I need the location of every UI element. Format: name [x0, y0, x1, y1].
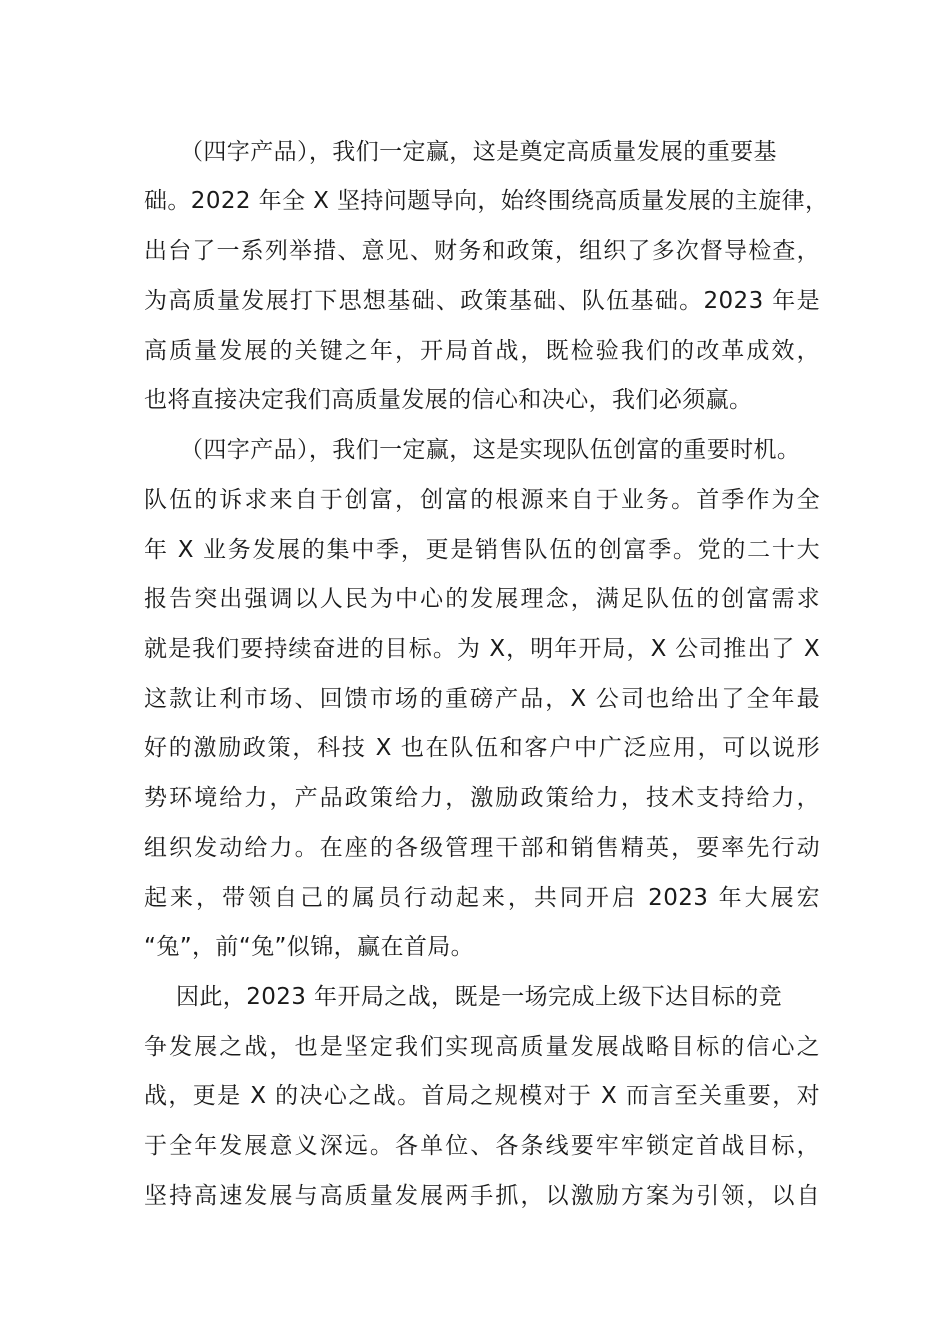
paragraph-3-line-5: 坚持高速发展与高质量发展两手抓，以激励方案为引领，以自 — [144, 1183, 820, 1209]
paragraph-1-line-5: 高质量发展的关键之年，开局首战，既检验我们的改革成效， — [144, 338, 820, 364]
paragraph-2-line-5: 就是我们要持续奋进的目标。为 X，明年开局，X 公司推出了 X — [144, 636, 820, 662]
paragraph-2-line-11: “兔”，前“兔”似锦，赢在首局。 — [144, 934, 475, 960]
paragraph-1-line-1: （四字产品），我们一定赢，这是奠定高质量发展的重要基 — [180, 139, 777, 165]
paragraph-3-line-4: 于全年发展意义深远。各单位、各条线要牢牢锁定首战目标， — [144, 1133, 820, 1159]
paragraph-2-line-7: 好的激励政策，科技 X 也在队伍和客户中广泛应用，可以说形 — [144, 735, 820, 761]
paragraph-2-line-4: 报告突出强调以人民为中心的发展理念，满足队伍的创富需求 — [144, 586, 820, 612]
paragraph-1-line-3: 出台了一系列举措、意见、财务和政策，组织了多次督导检查， — [144, 238, 820, 264]
paragraph-1-line-2: 础。2022 年全 X 坚持问题导向，始终围绕高质量发展的主旋律， — [144, 188, 829, 214]
paragraph-2-line-1: （四字产品），我们一定赢，这是实现队伍创富的重要时机。 — [180, 437, 801, 463]
paragraph-1-line-4: 为高质量发展打下思想基础、政策基础、队伍基础。2023 年是 — [144, 288, 820, 314]
paragraph-3-line-2: 争发展之战，也是坚定我们实现高质量发展战略目标的信心之 — [144, 1034, 820, 1060]
paragraph-2-line-9: 组织发动给力。在座的各级管理干部和销售精英，要率先行动 — [144, 835, 820, 861]
paragraph-3-line-1: 因此，2023 年开局之战，既是一场完成上级下达目标的竞 — [176, 984, 783, 1010]
paragraph-3-line-3: 战，更是 X 的决心之战。首局之规模对于 X 而言至关重要，对 — [144, 1083, 820, 1109]
paragraph-2-line-2: 队伍的诉求来自于创富，创富的根源来自于业务。首季作为全 — [144, 487, 820, 513]
paragraph-2-line-10: 起来，带领自己的属员行动起来，共同开启 2023 年大展宏 — [144, 885, 820, 911]
paragraph-2-line-6: 这款让利市场、回馈市场的重磅产品，X 公司也给出了全年最 — [144, 686, 820, 712]
paragraph-2-line-3: 年 X 业务发展的集中季，更是销售队伍的创富季。党的二十大 — [144, 537, 820, 563]
paragraph-2-line-8: 势环境给力，产品政策给力，激励政策给力，技术支持给力， — [144, 785, 820, 811]
paragraph-1-line-6: 也将直接决定我们高质量发展的信心和决心，我们必须赢。 — [144, 387, 753, 413]
